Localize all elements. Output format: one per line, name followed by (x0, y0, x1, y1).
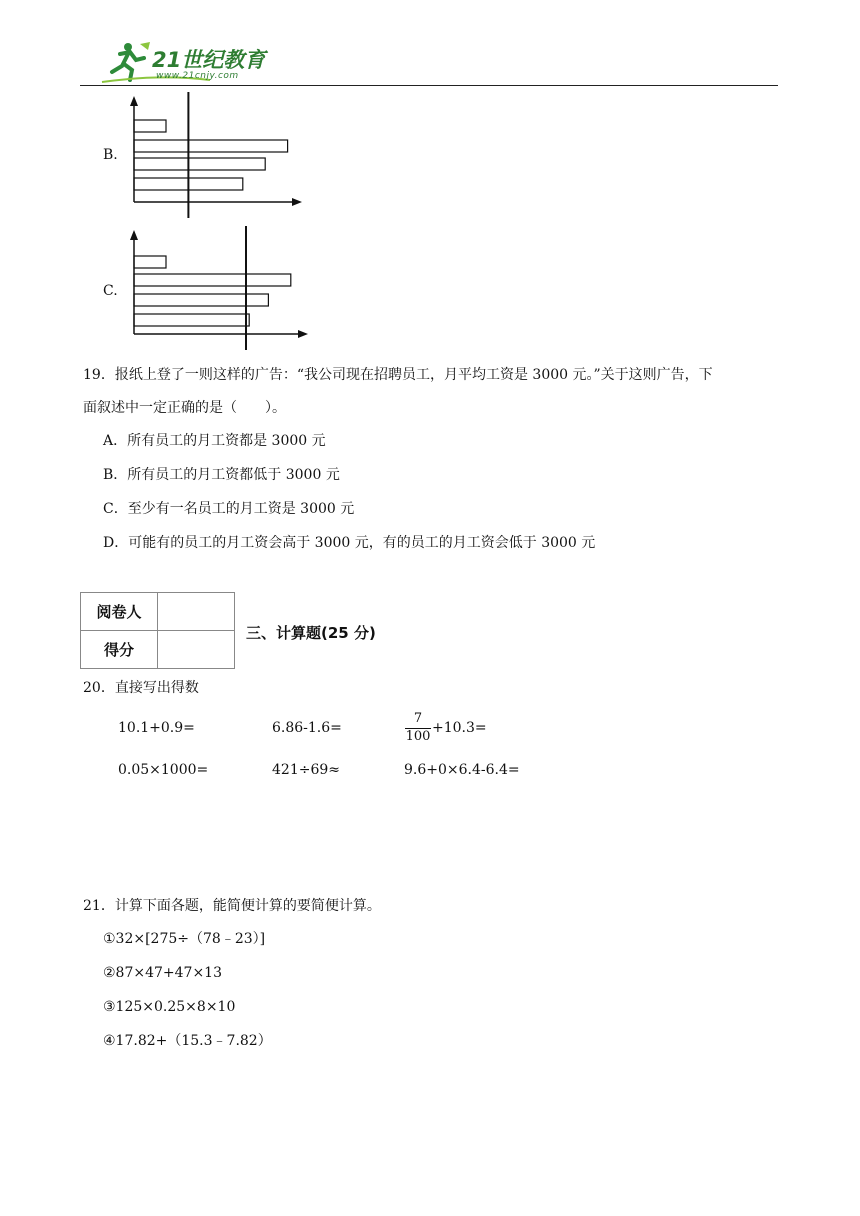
bar (134, 314, 249, 326)
q21-item-4: ④17.82+（15.3﹣7.82） (103, 1033, 272, 1049)
q20-item-1: 10.1+0.9= (118, 720, 195, 736)
score-table (80, 592, 235, 669)
y-axis-arrow (130, 96, 138, 106)
score-label: 得分 (81, 631, 158, 669)
q20-stem: 20．直接写出得数 (83, 680, 199, 696)
bar (134, 274, 291, 286)
option-b-label: B. (103, 147, 118, 163)
q21-item-1: ①32×[275÷（78﹣23）] (103, 931, 266, 947)
q20-item-4: 0.05×1000= (118, 762, 209, 778)
reviewer-label: 阅卷人 (81, 593, 158, 631)
fraction-denominator: 100 (405, 729, 431, 744)
logo-url: www.21cnjy.com (156, 71, 239, 81)
q19-stem-line2: 面叙述中一定正确的是（ ）。 (83, 400, 286, 416)
logo-title: 21世纪教育 (152, 48, 266, 72)
y-axis-arrow (130, 230, 138, 240)
option-c-label: C. (103, 283, 118, 299)
q20-item-2: 6.86-1.6= (272, 720, 342, 736)
bar (134, 256, 166, 268)
x-axis-arrow (298, 330, 308, 338)
bar (134, 294, 268, 306)
q19-option-d: D．可能有的员工的月工资会高于 3000 元，有的员工的月工资会低于 3000 元 (103, 535, 596, 551)
section-title: 三、计算题(25 分) (246, 624, 376, 642)
chart-option-b (124, 92, 308, 222)
score-cell (158, 631, 235, 669)
header-divider (80, 85, 778, 86)
fraction-numerator: 7 (413, 711, 423, 726)
q21-stem: 21．计算下面各题，能简便计算的要简便计算。 (83, 898, 381, 914)
q19-option-a: A．所有员工的月工资都是 3000 元 (103, 433, 326, 449)
q20-item-6: 9.6+0×6.4-6.4= (404, 762, 520, 778)
bar (134, 140, 288, 152)
q21-item-3: ③125×0.25×8×10 (103, 999, 236, 1015)
bar (134, 120, 166, 132)
q20-item-5: 421÷69≈ (272, 762, 340, 778)
chart-option-c (124, 222, 314, 356)
reviewer-cell (158, 593, 235, 631)
bar (134, 158, 265, 170)
header-logo (100, 38, 275, 86)
q21-item-2: ②87×47+47×13 (103, 965, 222, 981)
q19-option-b: B．所有员工的月工资都低于 3000 元 (103, 467, 340, 483)
q19-stem-line1: 19．报纸上登了一则这样的广告：“我公司现在招聘员工，月平均工资是 3000 元。”关于这则广告，下 (83, 367, 713, 383)
q19-option-c: C．至少有一名员工的月工资是 3000 元 (103, 501, 355, 517)
q20-item-3: +10.3= (432, 720, 487, 736)
x-axis-arrow (292, 198, 302, 206)
